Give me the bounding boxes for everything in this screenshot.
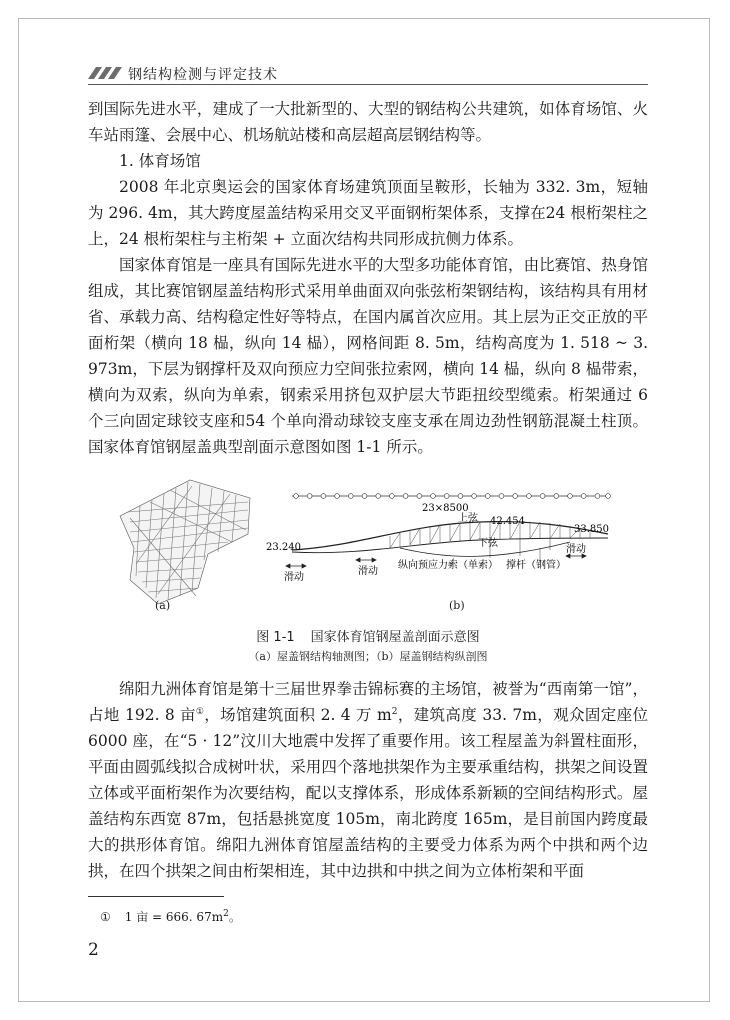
slide-label-2: 滑动 (358, 566, 378, 577)
figure-caption-number: 图 1-1 (256, 630, 295, 645)
figure-caption (88, 626, 648, 645)
paragraph2-part3: ，建筑高度 33. 7m，观众固定座位 6000 座，在“5 · 12”汶川大地震中发挥了重要作用。该工程屋盖为斜置柱面形，平面由圆弧线拟合成树叶状，采用四个落地拱架作为主要承重结构，拱架之间设置立体或平面桁架作为次要结构，配以支撑体系，形成体系新颖的空间结构形式。屋盖结构东西宽 87m，包括悬挑宽度 105m，南北跨度 165m，是目前国内跨度最大的拱形体育馆。绵阳九洲体育馆屋盖结构的主要受力体系为两个中拱和两个边拱，在四个拱架之间由桁架相连，其中边拱和中拱之间为立体桁架和平面 (88, 706, 648, 880)
strut-label: 撑杆（钢管） (506, 560, 566, 571)
slide-label-3: 滑动 (566, 544, 586, 555)
paragraph-national-gymnasium: 国家体育馆是一座具有国际先进水平的大型多功能体育馆，由比赛馆、热身馆组成，其比赛馆钢屋盖结构形式采用单曲面双向张弦桁架钢结构，该结构具有用材省、承载力高、结构稳定性好等特点，在国内属首次应用。其上层为正交正放的平面桁架（横向 18 榀，纵向 14 榀），网格间距 8. 5m，结构高度为 1. 518 ~ 3. 973m，下层为钢撑杆及双向预应力空间张拉索网，横向 14 榀，纵向 8 榀带索，横向为双索，纵向为单索，钢索采用挤包双护层大节距扭绞型缆索。桁架通过 6 个三向固定球铰支座和54 个单向滑动球铰支座支承在周边劲性钢筋混凝土柱顶。国家体育馆钢屋盖典型剖面示意图如图 1-1 所示。 (88, 256, 648, 456)
footnote-text: 1 亩 = 666. 67m (124, 910, 224, 924)
bottom-chord-label: 下弦 (478, 538, 498, 549)
running-header (88, 62, 648, 84)
slide-label-1: 滑动 (284, 572, 304, 583)
paragraph2-part1: 绵阳九洲体育馆是第十三届世界拳击锦标赛的主场馆，被誉为“西南第一馆”，占地 192. 8 亩 (88, 680, 648, 724)
header-stripes-icon (88, 67, 122, 79)
top-chord-label: 上弦 (458, 513, 478, 524)
area-superscript: 2 (391, 706, 398, 717)
footnote-end: 。 (228, 910, 241, 924)
paragraph2-part2: ，场馆建筑面积 2. 4 万 m (204, 706, 392, 724)
figure-1-1 (100, 476, 620, 616)
dim-right: 33.850 (574, 524, 609, 535)
footnote (100, 908, 241, 925)
paragraph-continued: 到国际先进水平，建成了一大批新型的、大型的钢结构公共建筑，如体育场馆、火车站雨篷、会展中心、机场航站楼和高层超高层钢结构等。 (88, 100, 648, 144)
header-rule (88, 84, 648, 85)
section-drawing (266, 494, 610, 583)
dim-left: 23.240 (266, 542, 301, 553)
footnote-rule (88, 896, 224, 897)
paragraph-mianyang (88, 676, 648, 884)
page-number: 2 (88, 940, 99, 960)
footnote-mark: ① (100, 910, 111, 924)
footnote-superscript: 2 (223, 909, 229, 919)
body-text-top (88, 96, 648, 460)
paragraph-national-stadium: 2008 年北京奥运会的国家体育场建筑顶面呈鞍形，长轴为 332. 3m，短轴为 296. 4m，其大跨度屋盖结构采用交叉平面钢桁架体系，支撑在24 根桁架柱之上，24 根桁架柱与主桁架 + 立面次结构共同形成抗侧力体系。 (88, 178, 648, 248)
axonometric-roof-drawing (120, 480, 250, 604)
figure-caption-title: 国家体育馆钢屋盖剖面示意图 (310, 630, 480, 645)
figure-subcaption: （a）屋盖钢结构轴测图；（b）屋盖钢结构纵剖图 (248, 650, 488, 663)
header-title: 钢结构检测与评定技术 (128, 67, 278, 83)
body-text-bottom (88, 676, 648, 884)
section-heading: 1. 体育场馆 (119, 152, 201, 170)
dim-mid: 42.454 (490, 516, 525, 527)
cable-label: 纵向预应力索（单索） (398, 560, 498, 571)
span-label: 23×8500 (422, 503, 469, 514)
figure-label-b: (b) (449, 599, 465, 612)
figure-drawing (100, 476, 620, 616)
footnote-ref: ① (195, 706, 205, 717)
figure-label-a: (a) (155, 599, 171, 612)
